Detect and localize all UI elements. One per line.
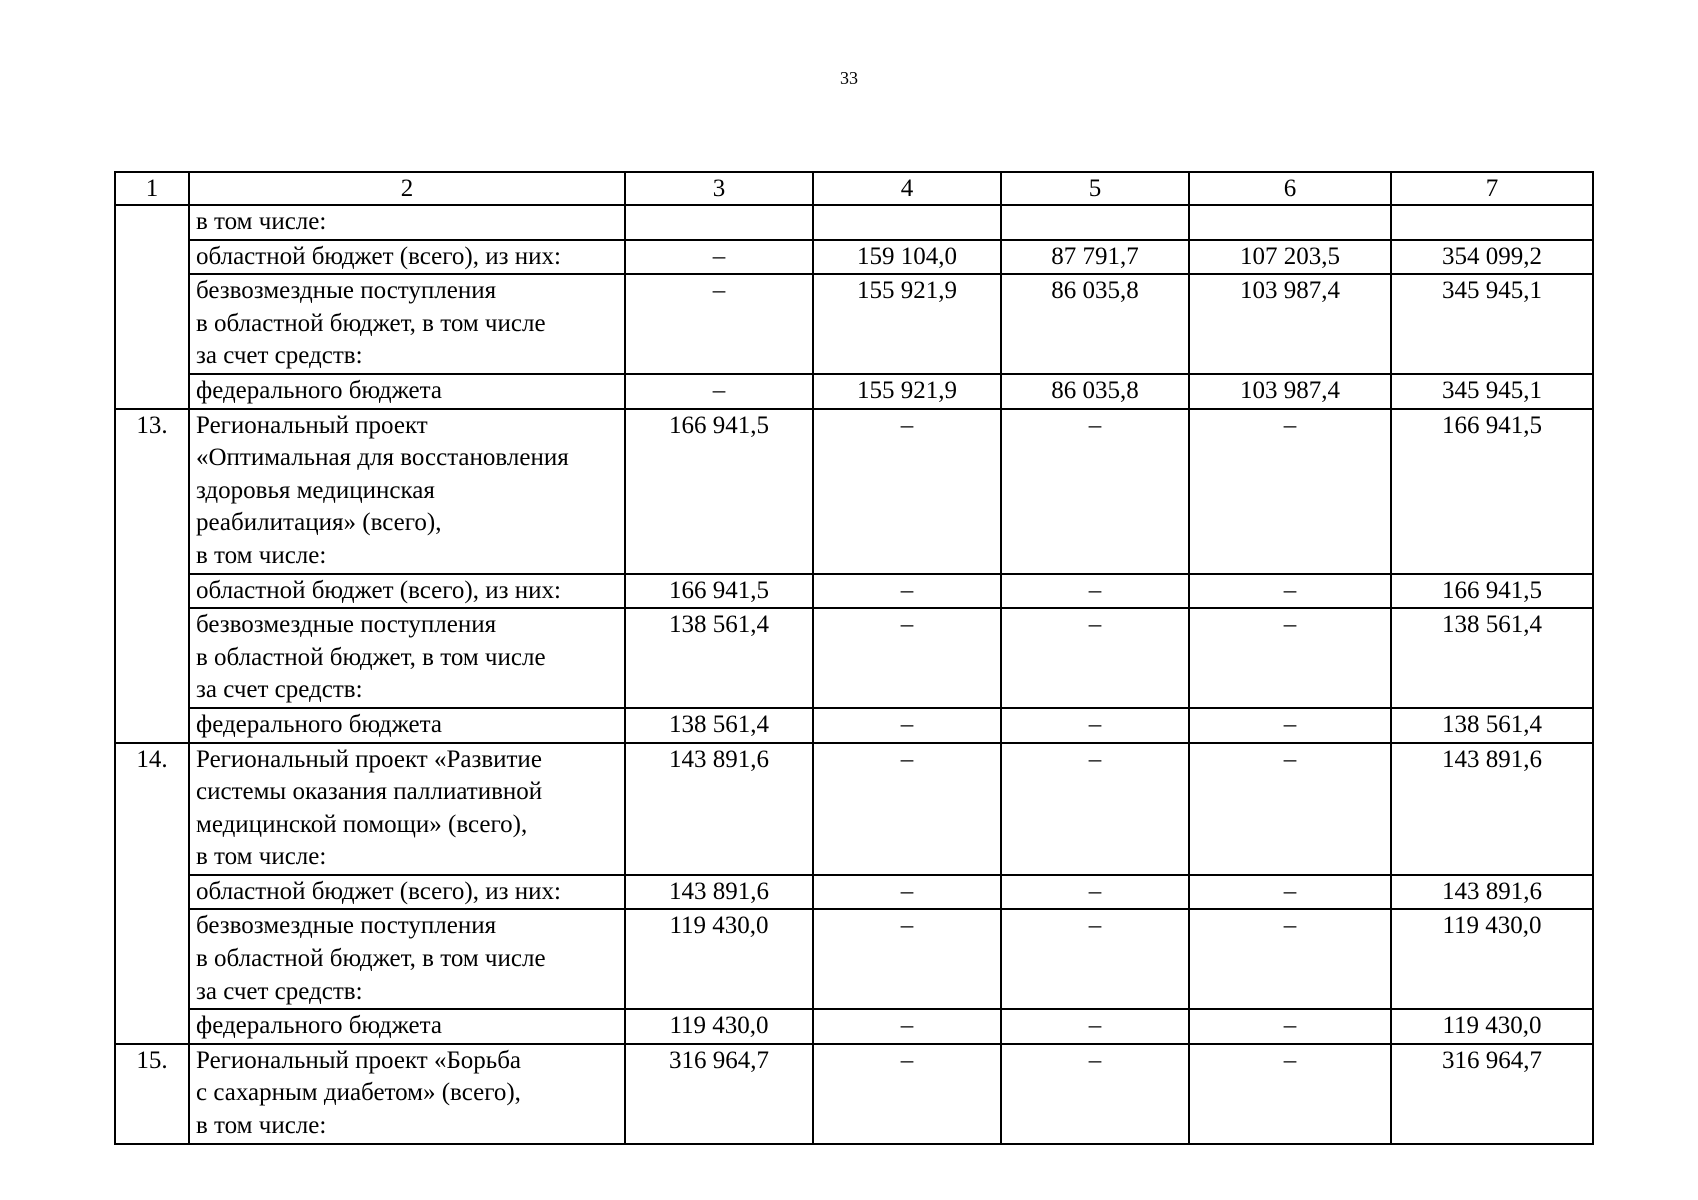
column-header: 6 [1189, 172, 1391, 205]
value-cell: 86 035,8 [1001, 274, 1189, 374]
table-row [115, 274, 1593, 374]
value-cell: – [1001, 409, 1189, 574]
value-cell [1001, 205, 1189, 240]
table-row [115, 708, 1593, 743]
value-cell: 166 941,5 [625, 574, 813, 609]
value-cell: – [1189, 875, 1391, 910]
row-number: 13. [115, 409, 189, 743]
value-cell: – [1189, 909, 1391, 1009]
value-cell: – [813, 608, 1001, 708]
value-cell: – [625, 240, 813, 275]
value-cell: – [813, 708, 1001, 743]
value-cell: 87 791,7 [1001, 240, 1189, 275]
page-number: 33 [840, 68, 858, 88]
value-cell: 316 964,7 [625, 1044, 813, 1144]
value-cell [1189, 205, 1391, 240]
value-cell: 119 430,0 [1391, 909, 1593, 1009]
value-cell: – [1189, 1044, 1391, 1144]
table-row [115, 240, 1593, 275]
value-cell: – [1001, 608, 1189, 708]
value-cell: – [1001, 708, 1189, 743]
row-label: Региональный проект «Борьба с сахарным диабетом» (всего), в том числе: [189, 1044, 625, 1144]
row-label: Региональный проект «Оптимальная для восстановления здоровья медицинская реабилитация» (всего), в том числе: [189, 409, 625, 574]
value-cell: – [1189, 409, 1391, 574]
value-cell: 103 987,4 [1189, 374, 1391, 409]
column-header: 5 [1001, 172, 1189, 205]
row-number: 15. [115, 1044, 189, 1144]
value-cell: 138 561,4 [1391, 608, 1593, 708]
table-row [115, 409, 1593, 574]
value-cell: 119 430,0 [625, 1009, 813, 1044]
table-row [115, 875, 1593, 910]
value-cell: – [1001, 909, 1189, 1009]
row-label: федерального бюджета [189, 1009, 625, 1044]
value-cell: 119 430,0 [625, 909, 813, 1009]
row-number [115, 205, 189, 409]
value-cell: 166 941,5 [1391, 409, 1593, 574]
value-cell: – [813, 1009, 1001, 1044]
table-row [115, 574, 1593, 609]
value-cell: – [813, 743, 1001, 875]
value-cell: 345 945,1 [1391, 274, 1593, 374]
row-label: федерального бюджета [189, 708, 625, 743]
value-cell: – [813, 909, 1001, 1009]
table-row [115, 608, 1593, 708]
value-cell: 143 891,6 [1391, 875, 1593, 910]
table-row [115, 909, 1593, 1009]
row-label: безвозмездные поступления в областной бюджет, в том числе за счет средств: [189, 909, 625, 1009]
value-cell: – [1189, 608, 1391, 708]
table-row [115, 1044, 1593, 1144]
value-cell: – [625, 374, 813, 409]
value-cell: 345 945,1 [1391, 374, 1593, 409]
value-cell [1391, 205, 1593, 240]
value-cell: 103 987,4 [1189, 274, 1391, 374]
value-cell: – [813, 574, 1001, 609]
value-cell [813, 205, 1001, 240]
value-cell: – [625, 274, 813, 374]
budget-table [114, 171, 1594, 1145]
value-cell: 143 891,6 [1391, 743, 1593, 875]
table-row [115, 374, 1593, 409]
row-label: областной бюджет (всего), из них: [189, 240, 625, 275]
column-header: 3 [625, 172, 813, 205]
value-cell: – [1001, 743, 1189, 875]
value-cell: 316 964,7 [1391, 1044, 1593, 1144]
row-label: областной бюджет (всего), из них: [189, 875, 625, 910]
row-label: безвозмездные поступления в областной бюджет, в том числе за счет средств: [189, 274, 625, 374]
table-body [115, 172, 1593, 1144]
value-cell: 86 035,8 [1001, 374, 1189, 409]
value-cell: 155 921,9 [813, 274, 1001, 374]
row-label: безвозмездные поступления в областной бюджет, в том числе за счет средств: [189, 608, 625, 708]
value-cell: – [1189, 743, 1391, 875]
table-row [115, 1009, 1593, 1044]
value-cell: 166 941,5 [1391, 574, 1593, 609]
value-cell: 107 203,5 [1189, 240, 1391, 275]
value-cell: – [813, 1044, 1001, 1144]
value-cell: 155 921,9 [813, 374, 1001, 409]
column-header: 4 [813, 172, 1001, 205]
table-row [115, 743, 1593, 875]
value-cell: – [1001, 875, 1189, 910]
value-cell: – [1001, 1009, 1189, 1044]
value-cell: 138 561,4 [1391, 708, 1593, 743]
value-cell: 138 561,4 [625, 608, 813, 708]
column-header: 7 [1391, 172, 1593, 205]
column-header-row [115, 172, 1593, 205]
column-header: 2 [189, 172, 625, 205]
value-cell [625, 205, 813, 240]
value-cell: 143 891,6 [625, 875, 813, 910]
value-cell: – [813, 875, 1001, 910]
row-label: областной бюджет (всего), из них: [189, 574, 625, 609]
row-label: Региональный проект «Развитие системы оказания паллиативной медицинской помощи» (всего), в том числе: [189, 743, 625, 875]
table-row [115, 205, 1593, 240]
row-label: федерального бюджета [189, 374, 625, 409]
value-cell: 354 099,2 [1391, 240, 1593, 275]
column-header: 1 [115, 172, 189, 205]
value-cell: – [1189, 708, 1391, 743]
row-label: в том числе: [189, 205, 625, 240]
value-cell: 143 891,6 [625, 743, 813, 875]
row-number: 14. [115, 743, 189, 1044]
value-cell: 159 104,0 [813, 240, 1001, 275]
value-cell: – [1189, 574, 1391, 609]
value-cell: – [1001, 1044, 1189, 1144]
value-cell: 138 561,4 [625, 708, 813, 743]
value-cell: – [813, 409, 1001, 574]
value-cell: 166 941,5 [625, 409, 813, 574]
value-cell: – [1001, 574, 1189, 609]
value-cell: 119 430,0 [1391, 1009, 1593, 1044]
value-cell: – [1189, 1009, 1391, 1044]
